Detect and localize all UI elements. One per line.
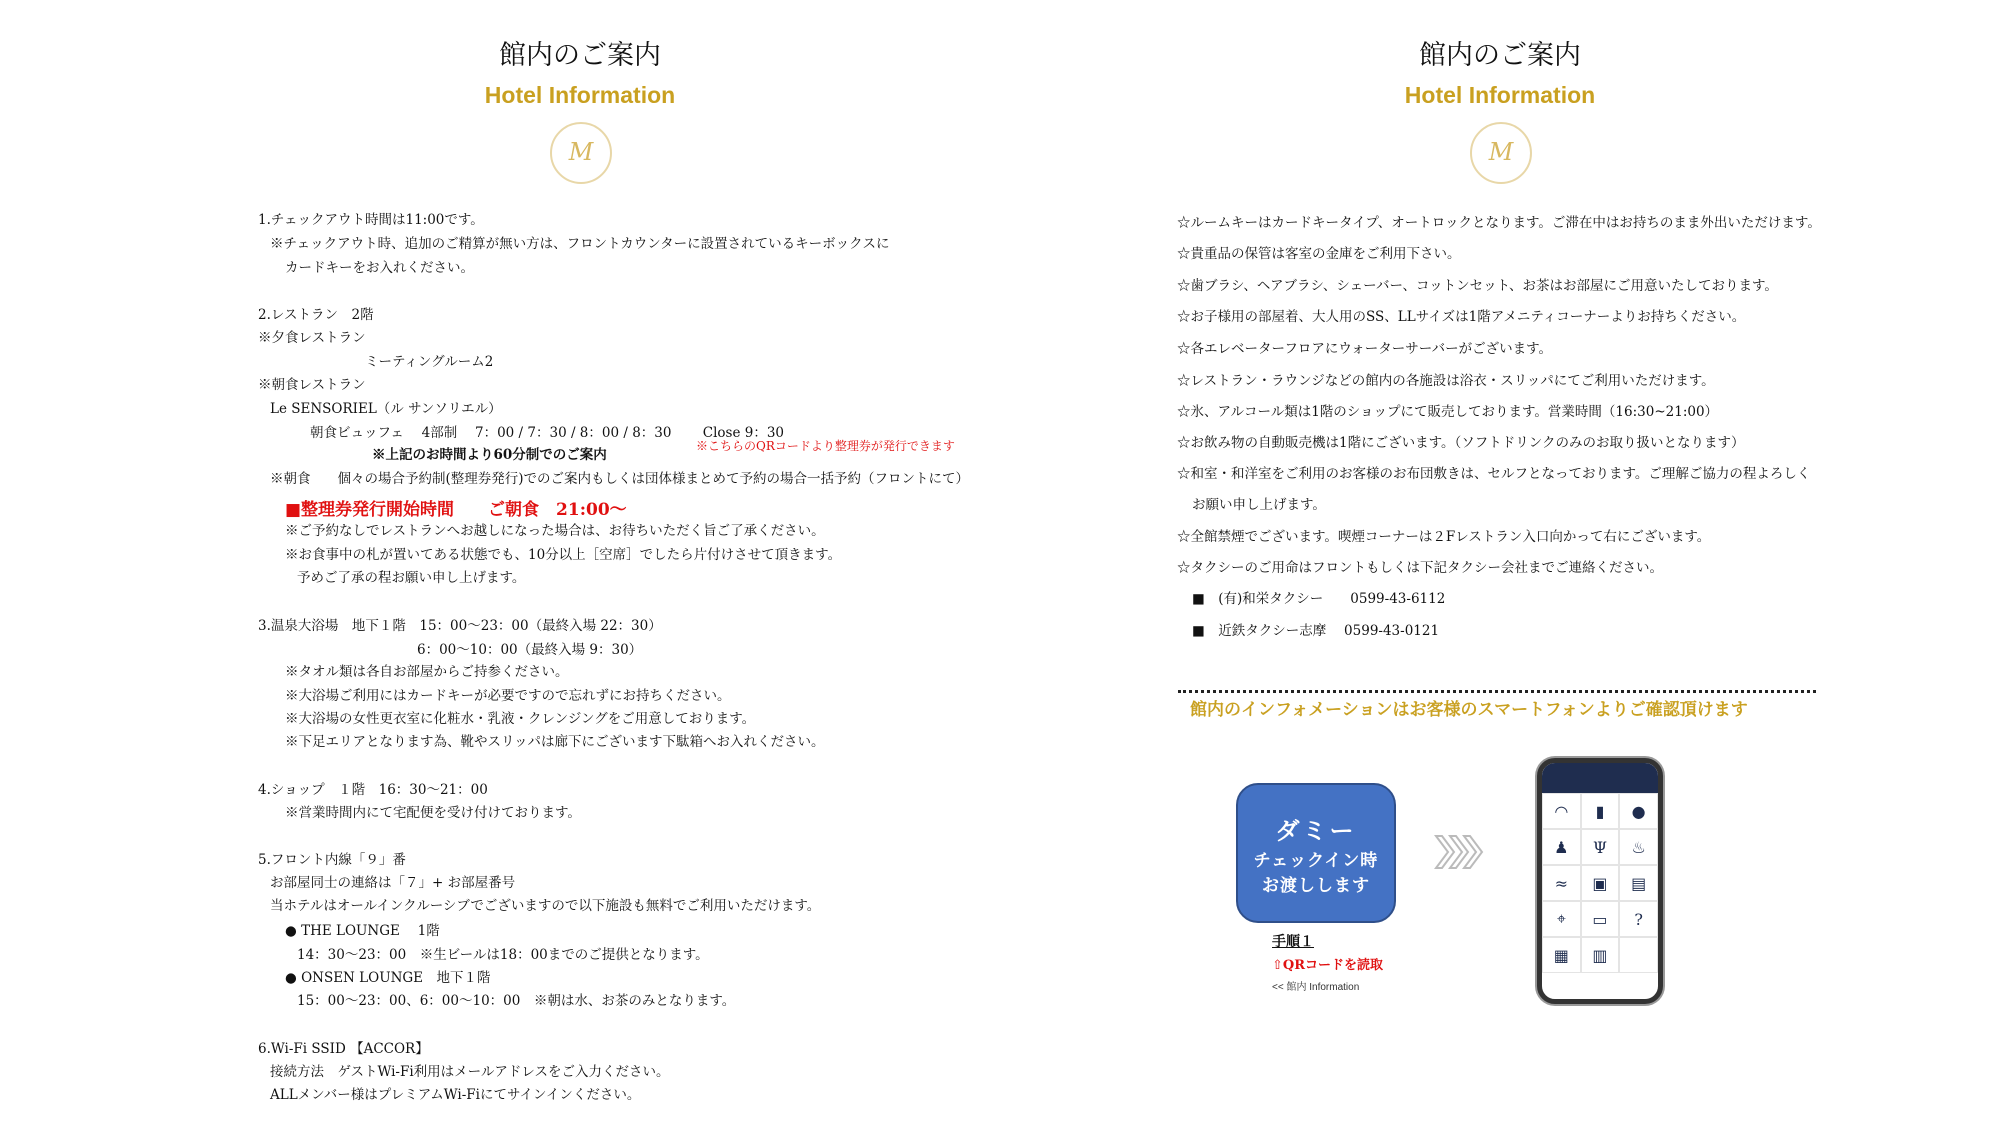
bath-icon: ♨ bbox=[1619, 829, 1658, 865]
left-line: 15：00～23：00、6：00～10：00 ※朝は水、お茶のみとなります。 bbox=[297, 993, 736, 1009]
step-label: 手順１ bbox=[1272, 934, 1314, 950]
left-line: ALLメンバー様はプレミアムWi-Fiにてサインインください。 bbox=[270, 1087, 641, 1103]
left-line: 当ホテルはオールインクルーシブでございますので以下施設も無料でご利用いただけます。 bbox=[270, 898, 821, 914]
right-line: ☆お飲み物の自動販売機は1階にございます。（ソフトドリンクのみのお取り扱いとなります） bbox=[1177, 435, 1745, 451]
building-icon: ▮ bbox=[1581, 793, 1620, 829]
right-line: ☆お子様用の部屋着、大人用のSS、LLサイズは1階アメニティコーナーよりお持ちください。 bbox=[1177, 309, 1746, 325]
left-line: ※タオル類は各自お部屋からご持参ください。 bbox=[285, 664, 569, 680]
dummy-qr-card bbox=[1236, 783, 1396, 923]
ticket-time-heading: ■整理券発行開始時間 ご朝食 21:00～ bbox=[285, 500, 627, 520]
right-line: お願い申し上げます。 bbox=[1192, 497, 1326, 513]
right-line: ☆歯ブラシ、ヘアブラシ、シェーバー、コットンセット、お茶はお部屋にご用意いたしております。 bbox=[1177, 278, 1778, 294]
left-line: Le SENSORIEL（ル サンソリエル） bbox=[270, 401, 502, 417]
right-line: ☆タクシーのご用命はフロントもしくは下記タクシー会社までご連絡ください。 bbox=[1177, 560, 1663, 576]
hotel-logo-icon: M bbox=[1470, 122, 1532, 184]
hotel-logo-icon: M bbox=[550, 122, 612, 184]
left-line: ※朝食 個々の場合予約制(整理券発行)でのご案内もしくは団体様まとめて予約の場合一括予約（フロントにて） bbox=[270, 471, 970, 487]
document-icon: ▥ bbox=[1581, 937, 1620, 973]
right-line: ☆レストラン・ラウンジなどの館内の各施設は浴衣・スリッパにてご利用いただけます。 bbox=[1177, 373, 1715, 389]
left-line: ※大浴場ご利用にはカードキーが必要ですので忘れずにお持ちください。 bbox=[285, 688, 731, 704]
left-line: ※営業時間内にて宅配便を受け付けております。 bbox=[285, 805, 581, 821]
right-line: ☆氷、アルコール類は1階のショップにて販売しております。営業時間（16:30~21:00） bbox=[1177, 404, 1719, 420]
left-line: ※大浴場の女性更衣室に化粧水・乳液・クレンジングをご用意しております。 bbox=[285, 711, 756, 727]
left-line: ※朝食レストラン bbox=[258, 377, 366, 393]
left-line: お部屋同士の連絡は「７」+ お部屋番号 bbox=[270, 875, 516, 891]
people-icon: ♟ bbox=[1542, 829, 1581, 865]
left-line: ※お食事中の札が置いてある状態でも、10分以上［空席］でしたら片付けさせて頂きます。 bbox=[285, 547, 842, 563]
transport-icon: ▭ bbox=[1581, 901, 1620, 937]
dotted-divider bbox=[1178, 690, 1816, 693]
calendar-icon: ▦ bbox=[1542, 937, 1581, 973]
qr-note: ※こちらのQRコードより整理券が発行できます bbox=[696, 439, 955, 453]
left-title-ja: 館内のご案内 bbox=[499, 40, 661, 71]
left-line: 朝食ビュッフェ 4部制 7：00 / 7：30 / 8：00 / 8：30 Close 9：30 bbox=[310, 425, 784, 441]
left-line: 3.温泉大浴場 地下１階 15：00～23：00（最終入場 22：30） bbox=[258, 618, 662, 634]
card-line-2: チェックイン時 bbox=[1253, 850, 1379, 871]
right-line: ☆全館禁煙でございます。喫煙コーナーは２Fレストラン入口向かって右にございます。 bbox=[1177, 529, 1711, 545]
left-line: 6.Wi-Fi SSID 【ACCOR】 bbox=[258, 1041, 429, 1057]
info-link: << 館内 Information bbox=[1272, 982, 1360, 993]
phone-header bbox=[1542, 763, 1658, 793]
qr-instruction: ⇧QRコードを読取 bbox=[1272, 958, 1384, 973]
wifi-icon: ◠ bbox=[1542, 793, 1581, 829]
left-line: 4.ショップ １階 16：30～21：00 bbox=[258, 782, 488, 798]
left-line: 接続方法 ゲストWi-Fi利用はメールアドレスをご入力ください。 bbox=[270, 1064, 670, 1080]
left-line: 14：30～23：00 ※生ビールは18：00までのご提供となります。 bbox=[297, 947, 709, 963]
taxi-contact: ■ 近鉄タクシー志摩 0599-43-0121 bbox=[1192, 623, 1440, 639]
left-line: カードキーをお入れください。 bbox=[285, 260, 474, 276]
left-title-en: Hotel Information bbox=[484, 82, 676, 108]
card-line-3: お渡しします bbox=[1262, 875, 1370, 896]
right-line: ☆貴重品の保管は客室の金庫をご利用下さい。 bbox=[1177, 246, 1461, 262]
left-line: ● THE LOUNGE 1階 bbox=[285, 923, 440, 939]
left-line: 2.レストラン 2階 bbox=[258, 307, 374, 323]
left-line: ※下足エリアとなります為、靴やスリッパは廊下にございます下駄箱へお入れください。 bbox=[285, 734, 825, 750]
empty-cell bbox=[1619, 937, 1658, 973]
smartphone-image bbox=[1537, 758, 1663, 1004]
concierge-icon: ● bbox=[1619, 793, 1658, 829]
checkout-icon: ▤ bbox=[1619, 865, 1658, 901]
left-line: ※ご予約なしでレストランへお越しになった場合は、お待ちいただく旨ご了承ください。 bbox=[285, 523, 825, 539]
chevrons-right-icon bbox=[1434, 832, 1486, 876]
dining-icon: Ψ bbox=[1581, 829, 1620, 865]
right-title-en: Hotel Information bbox=[1404, 82, 1596, 108]
left-line: ミーティングルーム2 bbox=[365, 354, 494, 370]
left-line: 1.チェックアウト時間は11:00です。 bbox=[258, 212, 484, 228]
shop-icon: ▣ bbox=[1581, 865, 1620, 901]
pool-icon: ≈ bbox=[1542, 865, 1581, 901]
right-line: ☆ルームキーはカードキータイプ、オートロックとなります。ご滞在中はお持ちのまま外出いただけます。 bbox=[1177, 215, 1821, 231]
left-line: 6：00～10：00（最終入場 9：30） bbox=[417, 642, 643, 658]
faq-icon: ? bbox=[1619, 901, 1658, 937]
taxi-contact: ■ (有)和栄タクシー 0599-43-6112 bbox=[1192, 591, 1446, 607]
left-line: ● ONSEN LOUNGE 地下１階 bbox=[285, 970, 491, 986]
left-line: ※夕食レストラン bbox=[258, 330, 366, 346]
right-title-ja: 館内のご案内 bbox=[1419, 40, 1581, 71]
left-line: ※チェックアウト時、追加のご精算が無い方は、フロントカウンターに設置されているキーボックスに bbox=[270, 236, 890, 252]
map-icon: ⌖ bbox=[1542, 901, 1581, 937]
right-line: ☆和室・和洋室をご利用のお客様のお布団敷きは、セルフとなっております。ご理解ご協力の程よろしく bbox=[1177, 466, 1811, 482]
left-line: 5.フロント内線「９」番 bbox=[258, 852, 406, 868]
left-line: ※上記のお時間より60分制でのご案内 bbox=[372, 447, 607, 463]
card-line-1: ダミー bbox=[1275, 815, 1357, 845]
right-line: ☆各エレベーターフロアにウォーターサーバーがございます。 bbox=[1177, 341, 1553, 357]
left-line: 予めご了承の程お願い申し上げます。 bbox=[297, 570, 526, 586]
smartphone-note: 館内のインフォメーションはお客様のスマートフォンよりご確認頂けます bbox=[1190, 700, 1748, 720]
